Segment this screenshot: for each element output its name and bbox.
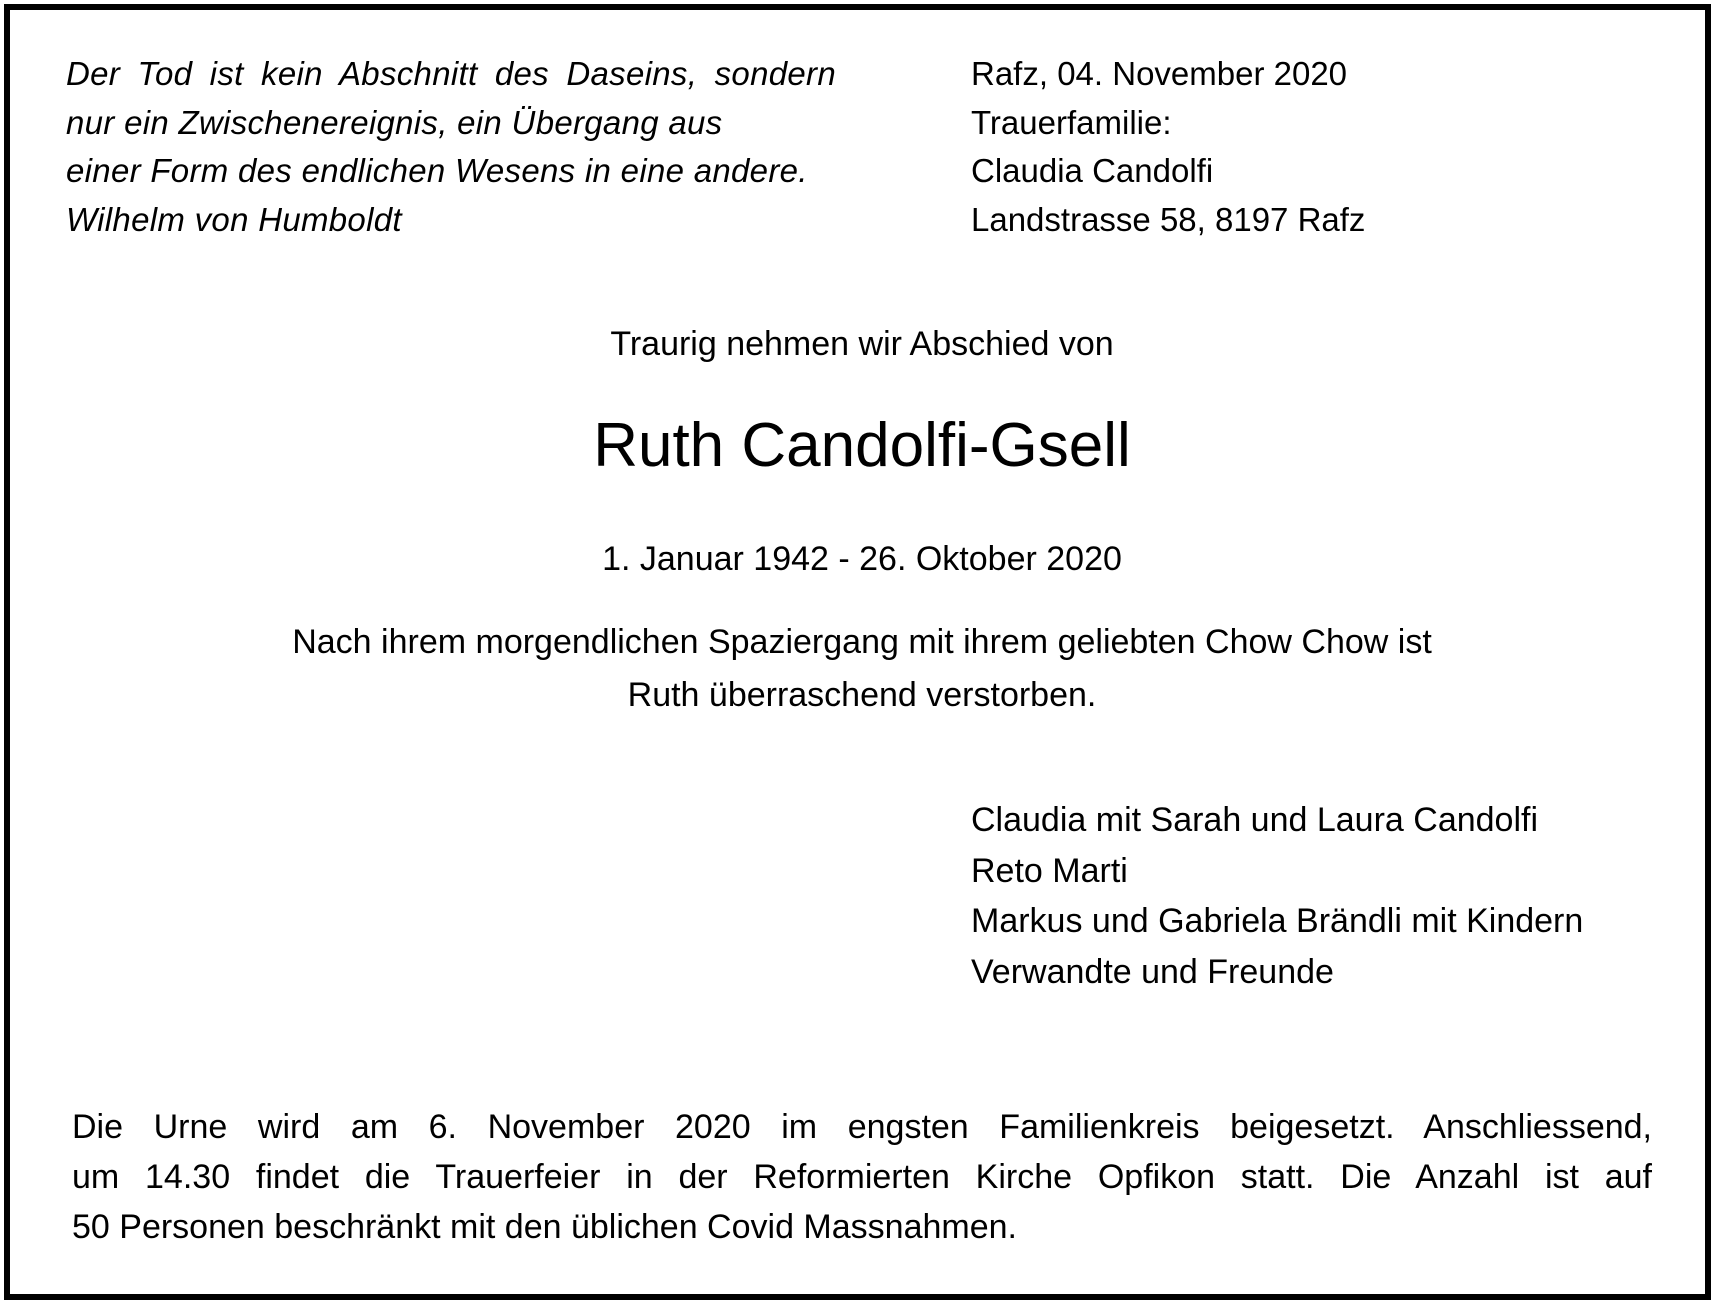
family-address-block — [971, 50, 1365, 244]
life-dates: 1. Januar 1942 - 26. Oktober 2020 — [602, 540, 1122, 578]
mourner-entry: Reto Marti — [971, 851, 1128, 890]
intro-text: Traurig nehmen wir Abschied von — [610, 325, 1114, 363]
ceremony-line: Die Urne wird am 6. November 2020 im engsten Familienkreis beigesetzt. Anschliessend, — [72, 1108, 1652, 1146]
quote-line: Der Tod ist kein Abschnitt des Daseins, sondern — [66, 55, 836, 92]
quote-block — [66, 50, 846, 244]
mourner-entry: Verwandte und Freunde — [971, 952, 1334, 991]
mourner-entry: Claudia mit Sarah und Laura Candolfi — [971, 801, 1539, 839]
contact-name: Claudia Candolfi — [971, 152, 1214, 189]
family-label: Trauerfamilie: — [971, 103, 1172, 141]
quote-line: nur ein Zwischenereignis, ein Übergang aus — [66, 103, 723, 141]
mourners-list — [971, 795, 1583, 997]
street-address: Landstrasse 58, 8197 Rafz — [971, 200, 1366, 238]
message-block — [0, 616, 1724, 722]
message-line: Ruth überraschend verstorben. — [627, 676, 1097, 714]
quote-line: einer Form des endlichen Wesens in eine andere. — [66, 152, 808, 189]
place-date: Rafz, 04. November 2020 — [971, 55, 1348, 92]
message-line: Nach ihrem morgendlichen Spaziergang mit ihrem geliebten Chow Chow ist — [292, 623, 1432, 661]
ceremony-info — [72, 1102, 1652, 1252]
ceremony-line: 50 Personen beschränkt mit den üblichen Covid Massnahmen. — [72, 1208, 1017, 1246]
ceremony-line: um 14.30 findet die Trauerfeier in der Reformierten Kirche Opfikon statt. Die Anzahl ist auf — [72, 1158, 1652, 1196]
mourner-entry: Markus und Gabriela Brändli mit Kindern — [971, 902, 1584, 940]
deceased-name: Ruth Candolfi-Gsell — [593, 411, 1131, 480]
quote-author: Wilhelm von Humboldt — [66, 200, 402, 238]
